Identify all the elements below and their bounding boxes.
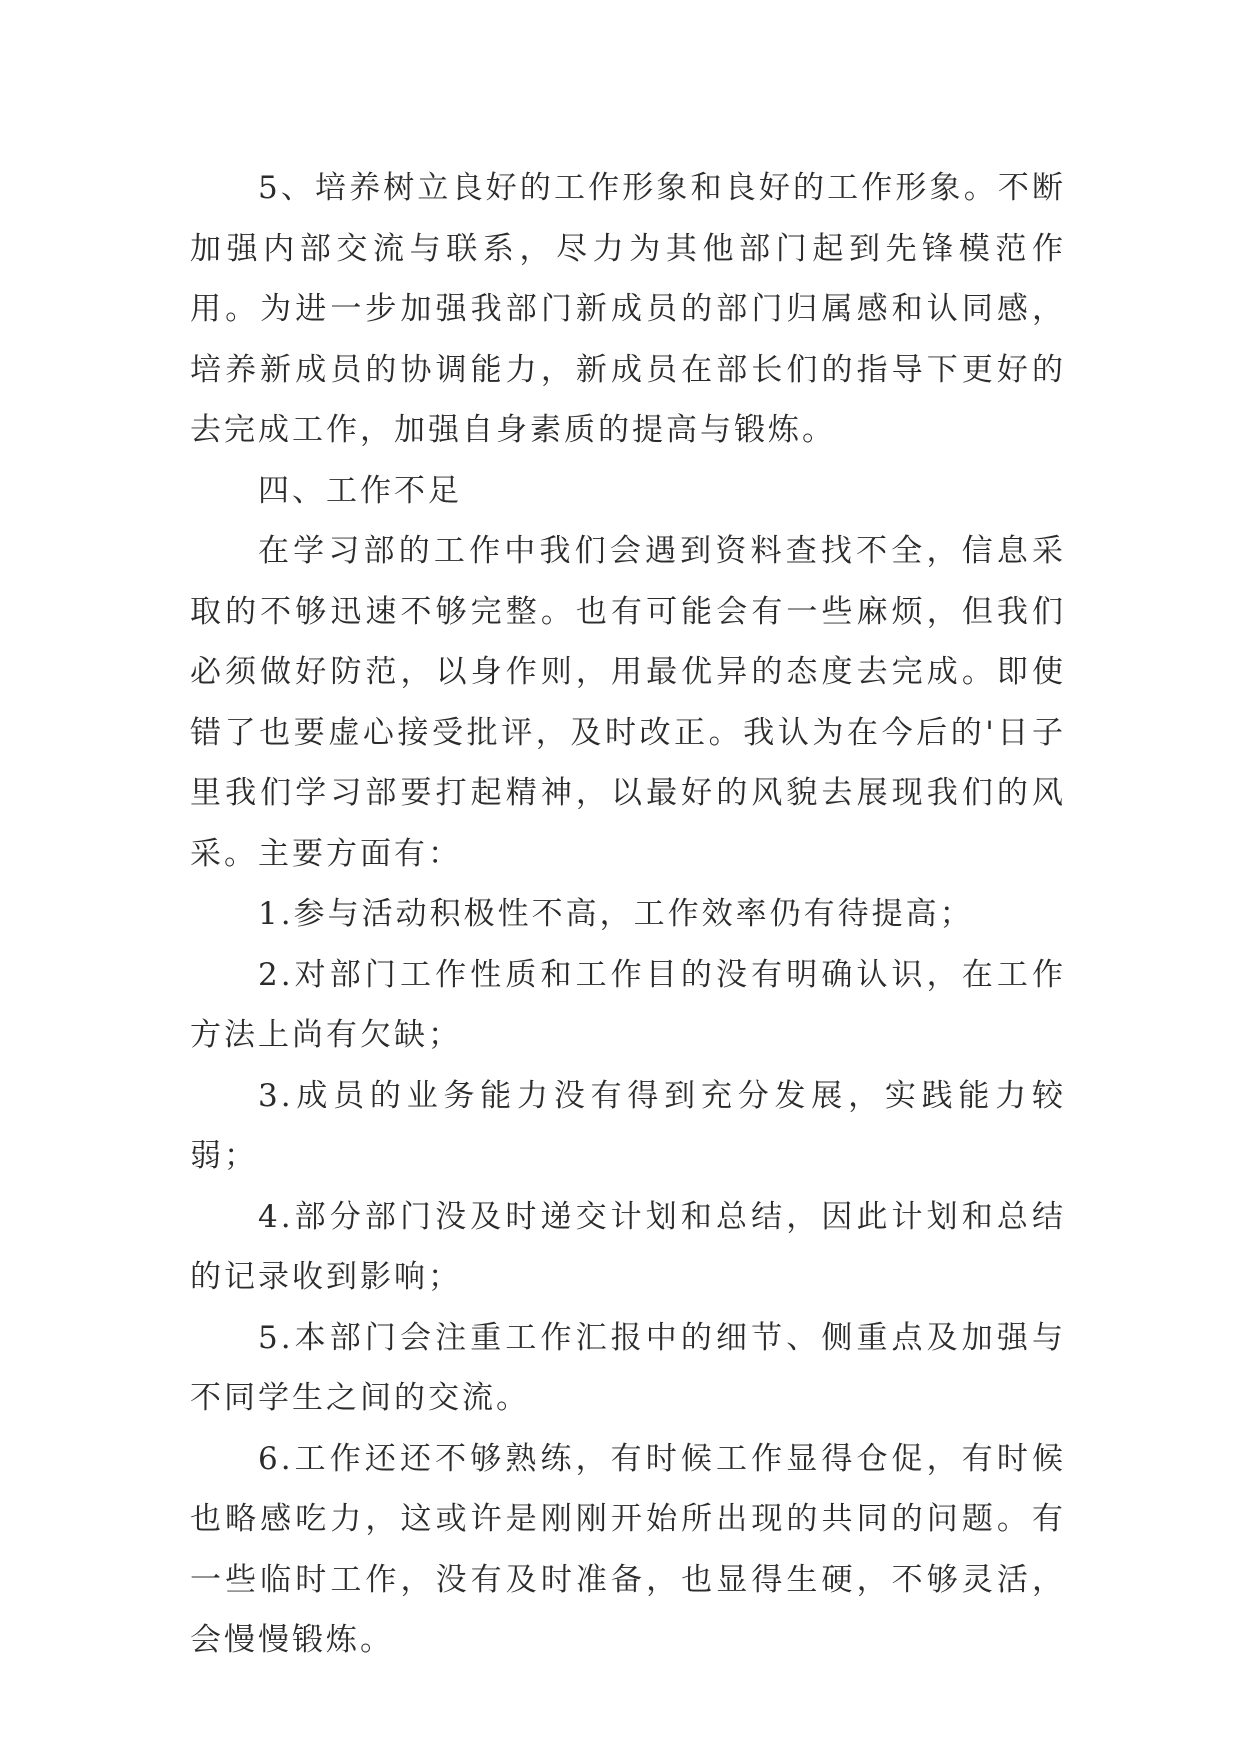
- paragraph-image-building: 5、培养树立良好的工作形象和良好的工作形象。不断加强内部交流与联系，尽力为其他部门起到先锋模范作用。为进一步加强我部门新成员的部门归属感和认同感，培养新成员的协调能力，新成员在部长们的指导下更好的去完成工作，加强自身素质的提高与锻炼。: [190, 170, 1066, 448]
- list-item-1: 1.参与活动积极性不高，工作效率仍有待提高；: [258, 896, 974, 932]
- list-item-2: 2.对部门工作性质和工作目的没有明确认识，在工作方法上尚有欠缺；: [190, 956, 1066, 1053]
- list-item-5: 5.本部门会注重工作汇报中的细节、侧重点及加强与不同学生之间的交流。: [190, 1319, 1066, 1416]
- list-item-3: 3.成员的业务能力没有得到充分发展，实践能力较弱；: [190, 1077, 1066, 1174]
- list-item-6: 6.工作还还不够熟练，有时候工作显得仓促，有时候也略感吃力，这或许是刚刚开始所出现的共同的问题。有一些临时工作，没有及时准备，也显得生硬，不够灵活，会慢慢锻炼。: [190, 1440, 1066, 1658]
- section-heading-shortcomings: 四、工作不足: [258, 472, 462, 509]
- document-body: [190, 158, 1066, 1671]
- paragraph-shortcomings-intro: 在学习部的工作中我们会遇到资料查找不全，信息采取的不够迅速不够完整。也有可能会有一些麻烦，但我们必须做好防范，以身作则，用最优异的态度去完成。即使错了也要虚心接受批评，及时改正。我认为在今后的'日子里我们学习部要打起精神，以最好的风貌去展现我们的风采。主要方面有：: [190, 533, 1066, 872]
- list-item-4: 4.部分部门没及时递交计划和总结，因此计划和总结的记录收到影响；: [190, 1198, 1066, 1295]
